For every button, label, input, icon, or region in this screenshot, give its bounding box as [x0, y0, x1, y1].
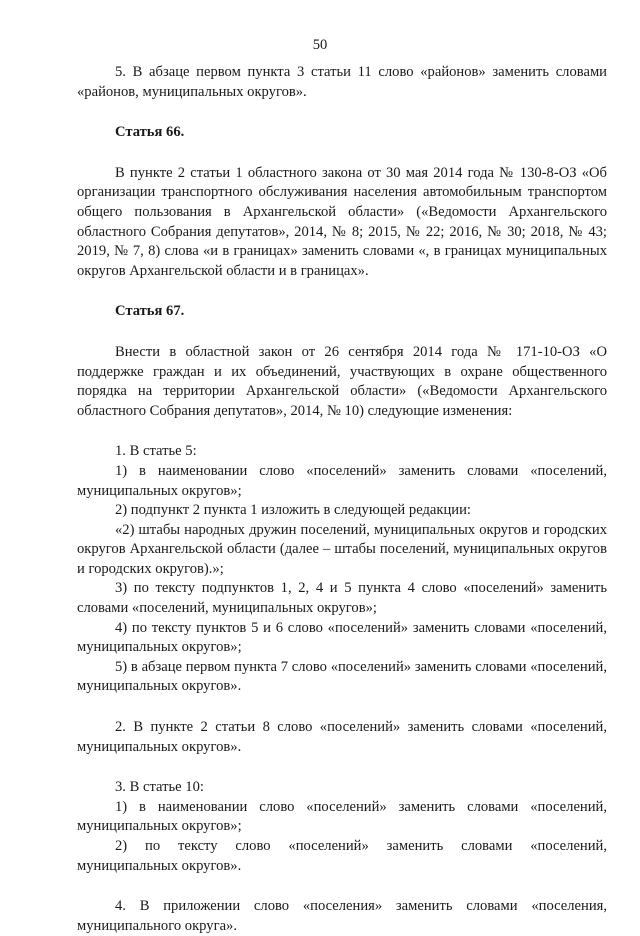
item-1-heading: 1. В статье 5:: [115, 443, 197, 460]
article-66-text: В пункте 2 статьи 1 областного закона от 30 мая 2014 года № 130-8-ОЗ «Об организации транспортного обслуживания населения автомобильным транспортом общего пользования в Архангельской области» («Ведомости Архангельского областного Собрания депутатов», 2014, № 8; 2015, № 22; 2016, № 30; 2018, № 43; 2019, № 7, 8) слова «и в границах» заменить словами «, в границах муниципальных округов Архангельской области и в границах».: [77, 164, 607, 279]
item-3-sub-1: 1) в наименовании слово «поселений» заменить словами «поселений, муниципальных округов»;: [77, 798, 607, 835]
item-1-sub-5: 5) в абзаце первом пункта 7 слово «поселений» заменить словами «поселений, муниципальных округов».: [77, 658, 607, 695]
item-1-sub-2-new-text: «2) штабы народных дружин поселений, муниципальных округов и городских округов Архангельской области (далее – штабы поселений, муниципальных округов и городских округов).»;: [77, 521, 607, 577]
item-3-sub-2: 2) по тексту слово «поселений» заменить словами «поселений, муниципальных округов».: [77, 838, 607, 874]
item-3-heading: 3. В статье 10:: [115, 779, 204, 796]
item-1-sub-2: 2) подпункт 2 пункта 1 изложить в следующей редакции:: [115, 502, 471, 519]
article-66-heading: Статья 66.: [115, 124, 185, 141]
item-2: 2. В пункте 2 статьи 8 слово «поселений» заменить словами «поселений, муниципальных округов».: [77, 719, 607, 755]
item-1-sub-1: 1) в наименовании слово «поселений» заменить словами «поселений, муниципальных округов»;: [77, 462, 607, 499]
article-67-intro: Внести в областной закон от 26 сентября 2014 года № 171-10-ОЗ «О поддержке граждан и их объединений, участвующих в охране общественного порядка на территории Архангельской области» («Ведомости Архангельского областного Собрания депутатов», 2014, № 10) следующие изменения:: [77, 343, 607, 419]
item-1-sub-3: 3) по тексту подпунктов 1, 2, 4 и 5 пункта 4 слово «поселений» заменить словами «поселений, муниципальных округов»;: [77, 580, 607, 617]
document-body: [77, 63, 607, 936]
item-4: 4. В приложении слово «поселения» заменить словами «поселения, муниципального округа».: [77, 898, 607, 934]
item-1-sub-4: 4) по тексту пунктов 5 и 6 слово «поселений» заменить словами «поселений, муниципальных округов»;: [77, 619, 607, 656]
article-67-heading: Статья 67.: [115, 303, 185, 320]
page-number: 50: [312, 37, 328, 53]
paragraph-item-5-art-11: 5. В абзаце первом пункта 3 статьи 11 слово «районов» заменить словами «районов, муниципальных округов».: [77, 64, 607, 100]
